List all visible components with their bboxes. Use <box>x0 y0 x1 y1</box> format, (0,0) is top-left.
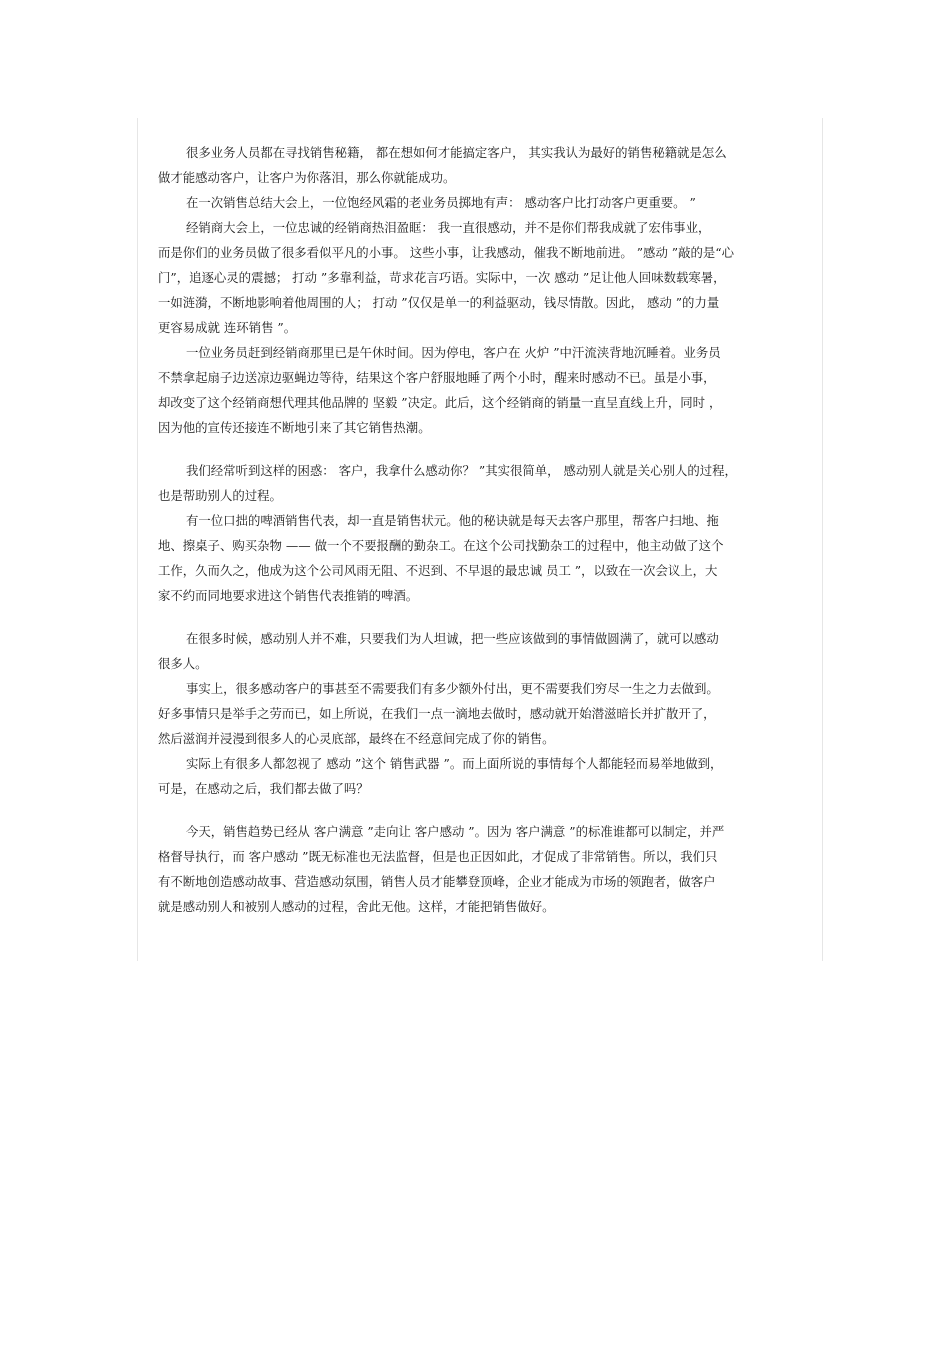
paragraph-3 <box>158 215 802 340</box>
text-line: 然后滋润并浸漫到很多人的心灵底部，最终在不经意间完成了你的销售。 <box>158 731 555 746</box>
text-line: 做才能感动客户，让客户为你落泪，那么你就能成功。 <box>158 170 456 185</box>
text-line: 今天，销售趋势已经从 客户满意 ”走向让 客户感动 ”。因为 客户满意 ”的标准谁都可以制定，并严 <box>186 824 725 839</box>
text-line: 很多人。 <box>158 656 208 671</box>
text-line: 地、擦桌子、购买杂物 —— 做一个不要报酬的勤杂工。在这个公司找勤杂工的过程中，他主动做了这个 <box>158 538 724 553</box>
paragraph-2 <box>158 190 802 215</box>
text-line: 也是帮助别人的过程。 <box>158 488 282 503</box>
document-body <box>158 140 802 919</box>
text-line: 好多事情只是举手之劳而已，如上所说，在我们一点一滴地去做时，感动就开始潜滋暗长并扩散开了， <box>158 706 716 721</box>
text-line: 我们经常听到这样的困惑： 客户，我拿什么感动你？ ”其实很简单， 感动别人就是关心别人的过程， <box>186 463 737 478</box>
paragraph-1 <box>158 140 802 190</box>
paragraph-gap <box>158 608 802 626</box>
text-line: 不禁拿起扇子边送凉边驱蝇边等待，结果这个客户舒服地睡了两个小时，醒来时感动不已。虽是小事， <box>158 370 716 385</box>
text-line: 工作，久而久之，他成为这个公司风雨无阻、不迟到、不早退的最忠诚 员工 ”，以致在一次会议上，大 <box>158 563 718 578</box>
paragraph-7 <box>158 626 802 676</box>
text-line: 实际上有很多人都忽视了 感动 ”这个 销售武器 ”。而上面所说的事情每个人都能轻而易举地做到， <box>186 756 723 771</box>
text-line: 一如涟漪，不断地影响着他周围的人； 打动 ”仅仅是单一的利益驱动，钱尽情散。因此， 感动 ”的力量 <box>158 295 720 310</box>
text-line: 有一位口拙的啤酒销售代表，却一直是销售状元。他的秘诀就是每天去客户那里，帮客户扫地、拖 <box>186 513 719 528</box>
text-line: 而是你们的业务员做了很多看似平凡的小事。 这些小事，让我感动，催我不断地前进。 ”感动 ”敲的是“心 <box>158 245 735 260</box>
paragraph-10 <box>158 819 802 919</box>
paragraph-8 <box>158 676 802 751</box>
text-line: 一位业务员赶到经销商那里已是午休时间。因为停电，客户在 火炉 ”中汗流浃背地沉睡着。业务员 <box>186 345 721 360</box>
paragraph-6 <box>158 508 802 608</box>
text-line: 事实上，很多感动客户的事甚至不需要我们有多少额外付出，更不需要我们穷尽一生之力去做到。 <box>186 681 719 696</box>
text-line: 家不约而同地要求进这个销售代表推销的啤酒。 <box>158 588 419 603</box>
text-line: 有不断地创造感动故事、营造感动氛围，销售人员才能攀登顶峰，企业才能成为市场的领跑者，做客户 <box>158 874 716 889</box>
text-line: 却改变了这个经销商想代理其他品牌的 坚毅 ”决定。此后，这个经销商的销量一直呈直线上升，同时 ， <box>158 395 722 410</box>
text-line: 可是，在感动之后，我们都去做了吗？ <box>158 781 369 796</box>
paragraph-5 <box>158 458 802 508</box>
text-line: 在很多时候，感动别人并不难，只要我们为人坦诚，把一些应该做到的事情做圆满了，就可以感动 <box>186 631 719 646</box>
paragraph-gap <box>158 801 802 819</box>
paragraph-9 <box>158 751 802 801</box>
text-line: 就是感动别人和被别人感动的过程，舍此无他。这样，才能把销售做好。 <box>158 899 555 914</box>
paragraph-gap <box>158 440 802 458</box>
text-line: 格督导执行，而 客户感动 ”既无标准也无法监督，但是也正因如此，才促成了非常销售。所以，我们只 <box>158 849 718 864</box>
text-line: 经销商大会上，一位忠诚的经销商热泪盈眶： 我一直很感动，并不是你们帮我成就了宏伟事业， <box>186 220 711 235</box>
text-line: 门”，追逐心灵的震撼； 打动 ”多靠利益，苛求花言巧语。实际中，一次 感动 ”足让他人回味数载寒暑， <box>158 270 726 285</box>
text-line: 因为他的宣传还接连不断地引来了其它销售热潮。 <box>158 420 431 435</box>
text-line: 在一次销售总结大会上，一位饱经风霜的老业务员掷地有声： 感动客户比打动客户更重要。 ” <box>186 195 696 210</box>
text-line: 更容易成就 连环销售 ”。 <box>158 320 297 335</box>
paragraph-4 <box>158 340 802 440</box>
text-line: 很多业务人员都在寻找销售秘籍， 都在想如何才能搞定客户， 其实我认为最好的销售秘籍就是怎么 <box>186 145 727 160</box>
